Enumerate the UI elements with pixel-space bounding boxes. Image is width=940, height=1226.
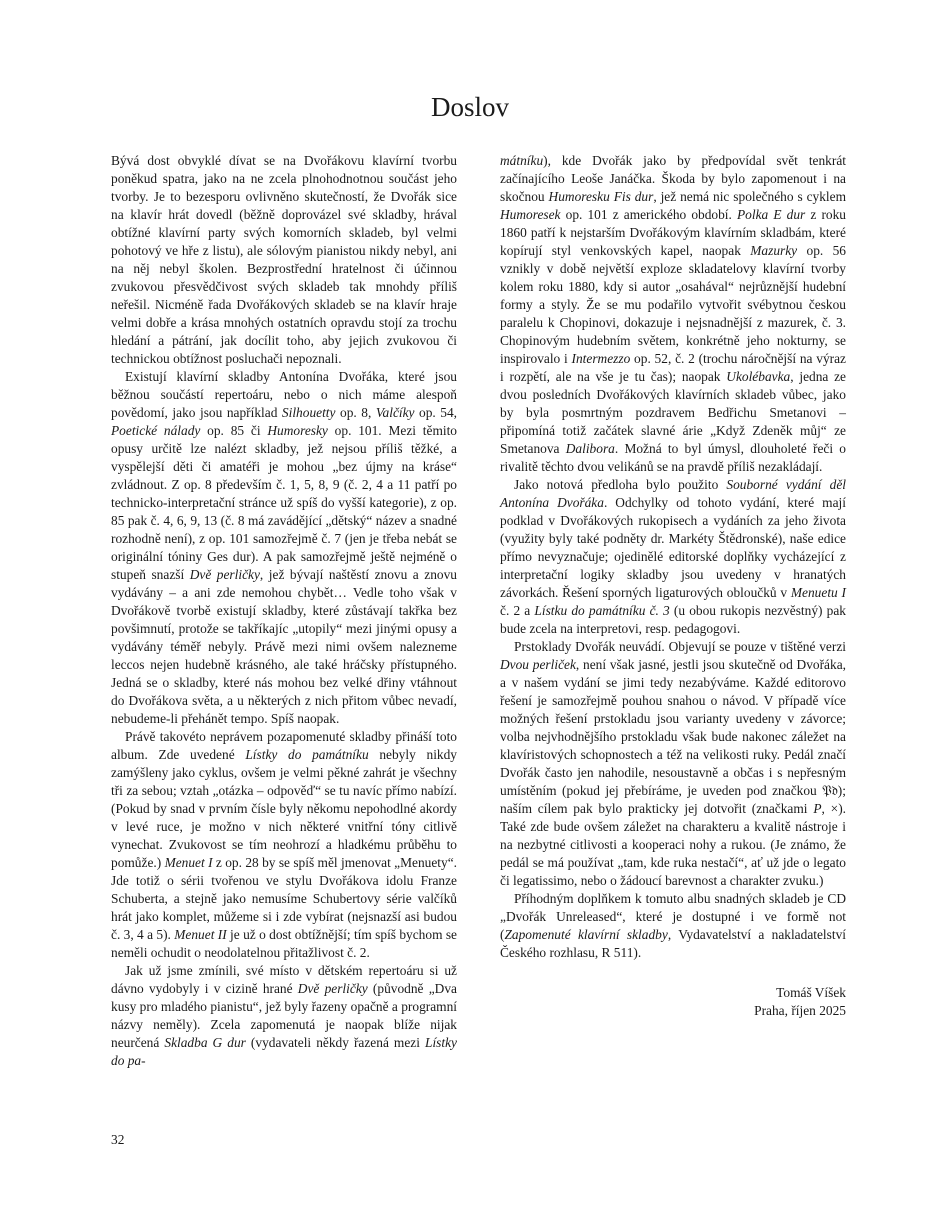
signature — [500, 984, 846, 1020]
page-number: 32 — [111, 1132, 125, 1147]
paragraph: Právě takovéto neprávem pozapomenuté skladby přináší toto album. Zde uvedené Lístky do památníku nebyly nikdy zamýšleny jako cyklus, ovšem je velmi pěkné zahrát je všechny tři za sebou; vztah „otázka – odpověď“ se tu navíc přímo nabízí. (Pokud by snad v prvním čísle byly někomu nepohodlné akordy v levé ruce, je možno v nich některé vnitřní tóny citlivě vynechat. Zvukovost se tím neohrozí a hladkému průběhu to pomůže.) Menuet I z op. 28 by se spíš měl jmenovat „Menuety“. Jde totiž o sérii tvořenou ve stylu Dvořákova idolu Franze Schuberta, a stejně jako nemusíme Schubertovy série valčíků hrát jako komplet, můžeme si i zde vybírat (nejsnazší asi budou č. 3, 4 a 5). Menuet II je už o dost obtížnější; tím spíš bychom se neměli ochudit o neodolatelnou přitažlivost č. 2. — [111, 729, 458, 960]
paragraph: Bývá dost obvyklé dívat se na Dvořákovu klavírní tvorbu poněkud spatra, jako na ne zcela plnohodnotnou součást jeho tvorby. Je to bezesporu ovlivněno skutečností, že Dvořák sice na klavír hrát dovedl (běžně doprovázel své skladby, hrával obtížné klavírní party svých komorních skladeb, byl velmi pohotový ve hře z listu), ale sólovým pianistou nikdy nebyl, ani na něj nebyl školen. Bezprostřední hratelnost či účinnou zvukovou přesvědčivost svých skladeb tak mnohdy příliš neřešil. Nicméně řada Dvořákových skladeb se na klavír hraje velmi dobře a krása mnohých ostatních opravdu stojí za trochu hledání a pátrání, jak docílit toho, aby jejich zvukovou či technickou obtížnost posluchači nepoznali. — [111, 153, 457, 366]
paragraph: Příhodným doplňkem k tomuto albu snadných skladeb je CD „Dvořák Unreleased“, které je dostupné i ve formě not (Zapomenuté klavírní skladby, Vydavatelství a nakladatelství Českého rozhlasu, R 511). — [500, 891, 846, 960]
paragraph: Existují klavírní skladby Antonína Dvořáka, které jsou běžnou součástí repertoáru, nebo o nich máme alespoň povědomí, jako jsou například Silhouetty op. 8, Valčíky op. 54, Poetické nálady op. 85 či Humoresky op. 101. Mezi těmito opusy určitě lze nalézt skladby, jež nejsou příliš těžké, a vyspělejší děti či amatéři je mohou „bez újmy na kráse“ zvládnout. Z op. 8 především č. 1, 5, 8, 9 (č. 2, 4 a 11 patří po technicko-interpretační stránce už spíš do vyšší kategorie), z op. 85 pak č. 4, 6, 9, 13 (č. 8 má zavádějící „dětský“ název a snadné rozhodně není), z op. 101 samozřejmě č. 7 (jen je třeba nebát se originální tóniny Ges dur). A pak samozřejmě ještě nejméně o stupeň snazší Dvě perličky, jež bývají naštěstí znovu a znovu vydávány – a ani zde nemohou chybět… Vedle toho však v Dvořákově tvorbě existují skladby, které zůstávají takřka bez povšimnutí, protože se takříkajíc „utopily“ mezi jinými opusy a vydávány téměř nebyly. Právě mezi nimi ovšem nalezneme leccos nejen hudebně krásného, ale také hráčsky přístupného. Jedná se o skladby, které nás mohou bez velké dřiny vtáhnout do Dvořákova světa, a u některých z nich přitom vůbec nevadí, nebudeme-li přehánět tempo. Spíš naopak. — [111, 369, 458, 726]
paragraph: Jako notová předloha bylo použito Souborné vydání děl Antonína Dvořáka. Odchylky od tohoto vydání, které mají podklad v Dvořákových rukopisech a vydáních za jeho života (využity byly také podněty dr. Markéty Štědronské), naše edice přímo nevyznačuje; ojedinělé editorské doplňky vycházející z interpretační logiky skladby jsou uvedeny v hranatých závorkách. Řešení sporných ligaturových obloučků v Menuetu I č. 2 a Lístku do památníku č. 3 (u obou rukopis nezvěstný) pak bude zcela na interpretovi, resp. pedagogovi. — [500, 477, 846, 636]
paragraph: mátníku), kde Dvořák jako by předpovídal svět tenkrát začínajícího Leoše Janáčka. Škoda by bylo zapomenout i na skočnou Humoresku Fis dur, jež nemá nic společného s cyklem Humoresek op. 101 z amerického období. Polka E dur z roku 1860 patří k nejstarším Dvořákovým klavírním skladbám, které kopírují styl venkovských kapel, naopak Mazurky op. 56 vznikly v době největší exploze skladatelovy klavírní tvorby kolem roku 1880, kdy si autor „osahával“ nejrůznější hudební formy a styly. Že se mu podařilo vytvořit svébytnou českou paralelu k Chopinovi, dokazuje i nejsnadnější z mazurek, č. 3. Chopinovým hudebním světem, konkrétně jeho nokturny, se inspirovalo i Intermezzo op. 52, č. 2 (trochu náročnější na výraz i rozpětí, ale na vše je tu čas); naopak Ukolébavka, jedna ze dvou posledních Dvořákových klavírních skladeb vůbec, jako by byla posmrtným pozdravem Bedřichu Smetanovi – připomíná totiž začátek slavné árie „Když Zdeněk můj“ ze Smetanova Dalibora. Možná to byl úmysl, dlouholeté řeči o rivalitě těchto dvou velikánů se na pravdě příliš nezakládají. — [500, 153, 847, 474]
paragraph: Jak už jsme zmínili, své místo v dětském repertoáru si už dávno vydobyly i v cizině hrané Dvě perličky (původně „Dva kusy pro mladého pianistu“, jež byly řazeny opačně a programní názvy neměly). Zcela zapomenutá je naopak blíže nijak neurčená Skladba G dur (vydavateli někdy řazená mezi Lístky do pa- — [111, 963, 457, 1068]
page-title: Doslov — [430, 92, 509, 122]
author-name: Tomáš Víšek — [776, 985, 846, 1000]
place-date: Praha, říjen 2025 — [754, 1003, 846, 1018]
right-column — [500, 152, 846, 1020]
left-column — [111, 152, 457, 1070]
paragraph: Prstoklady Dvořák neuvádí. Objevují se pouze v tištěné verzi Dvou perliček, není však jasné, jestli jsou skutečně od Dvořáka, a v našem vydání se jimi tedy nezabýváme. Každé editorovo řešení je samozřejmě pouhou snahou o návod. V případě více možných řešení prstokladu jsou varianty uvedeny v závorce; volba nejvhodnějšího prstokladu však bude nakonec záležet na klavíristových schopnostech a též na velikosti ruky. Pedál značí Dvořák často jen nahodile, nesoustavně a občas i s nepřesným umístěním (pokud jej přebíráme, je uveden pod značkou 𝔓𝔡); naším cílem pak bylo prakticky jej dotvořit (značkami P, ×). Také zde bude ovšem záležet na charakteru a kvalitě nástroje i na nezbytné citlivosti a kooperaci nohy a rukou. (Je známo, že pedál se má používat „tam, kde ruka nestačí“, ať už jde o legato či legatissimo, nebo o žádoucí barevnost a charakter zvuku.) — [500, 639, 846, 888]
